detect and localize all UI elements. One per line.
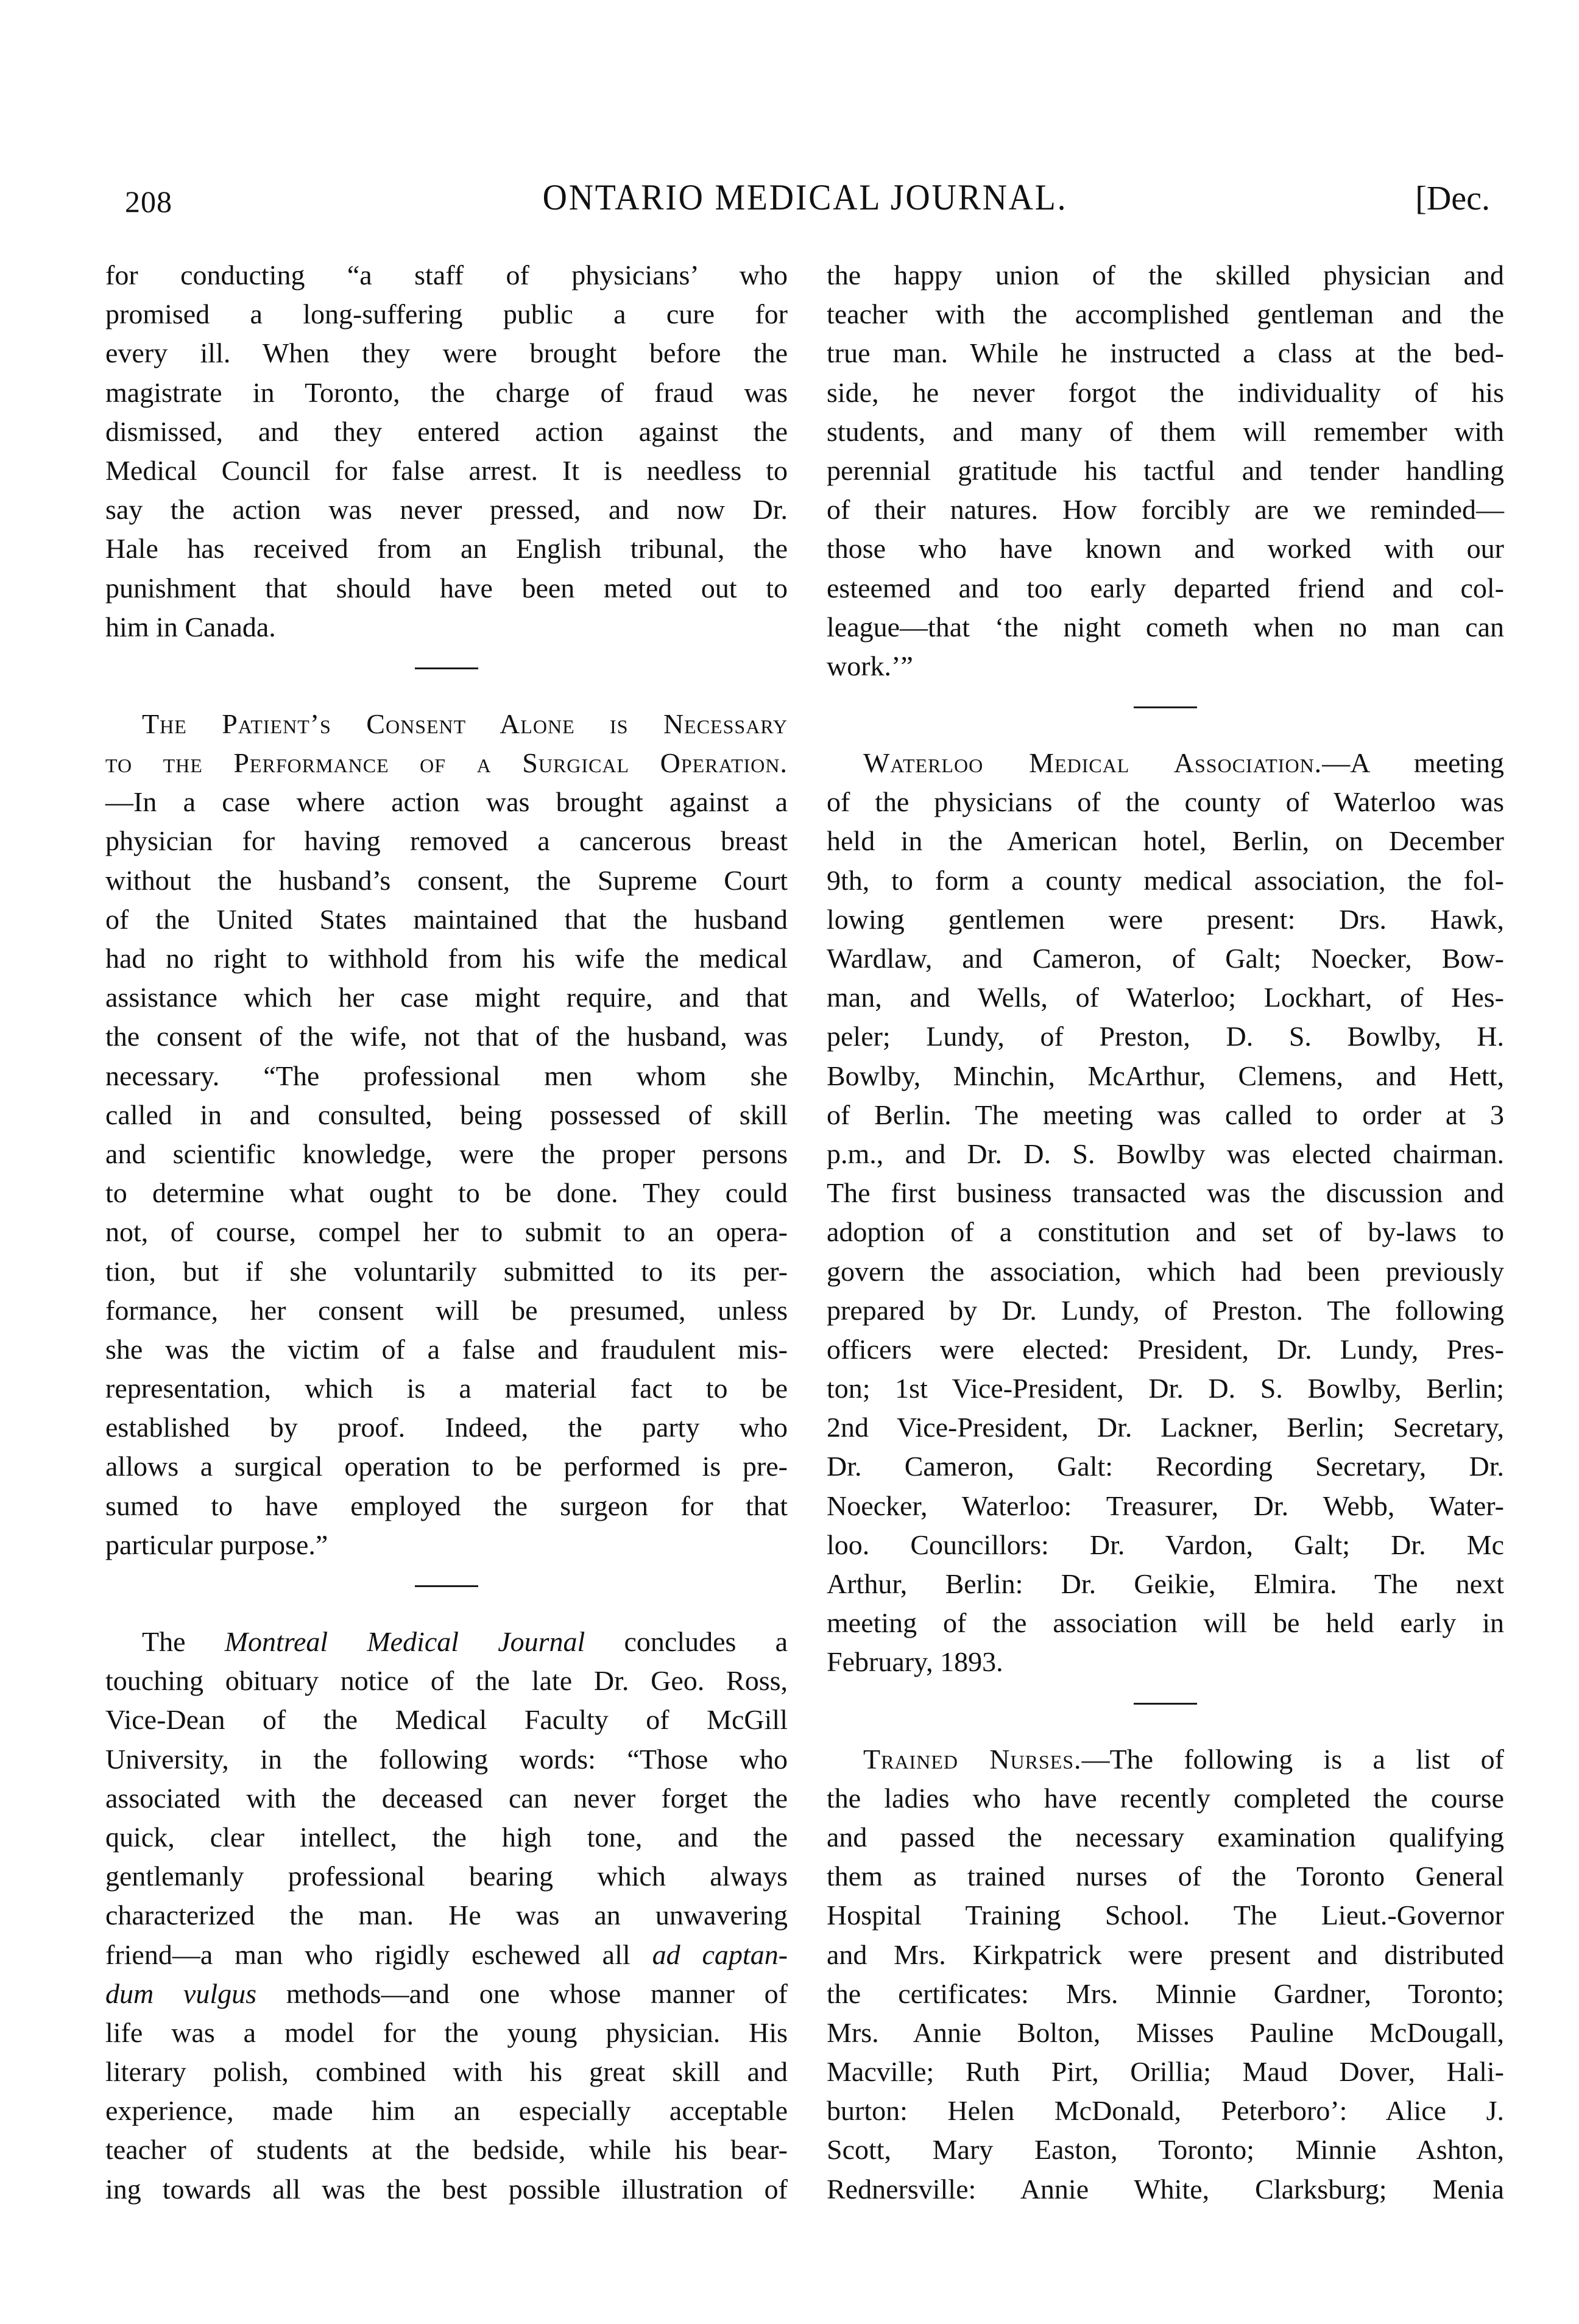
text-line: of their natures. How forcibly are we reminded— [827, 494, 1504, 526]
text-line: ton; 1st Vice-President, Dr. D. S. Bowlby, Berlin; [827, 1373, 1504, 1404]
text-fragment: friend—a man who rigidly eschewed all [105, 1938, 652, 1970]
text-fragment: —The following is a list of [1081, 1743, 1504, 1775]
text-line: adoption of a constitution and set of by-laws to [827, 1216, 1504, 1248]
text-line: of the United States maintained that the husband [105, 903, 788, 935]
text-line: and Mrs. Kirkpatrick were present and distributed [827, 1938, 1504, 1970]
text-line: touching obituary notice of the late Dr. Geo. Ross, [105, 1665, 788, 1697]
text-line: representation, which is a material fact to be [105, 1373, 788, 1404]
article-ross-obituary [105, 1622, 788, 2209]
latin-phrase: ad captan- [652, 1938, 788, 1970]
text-line: p.m., and Dr. D. S. Bowlby was elected chairman. [827, 1138, 1504, 1169]
text-line: associated with the deceased can never forget the [105, 1782, 788, 1814]
text-line: February, 1893. [827, 1646, 1003, 1678]
article-patient-consent [105, 705, 788, 1565]
text-line: teacher with the accomplished gentleman and the [827, 298, 1504, 330]
text-line: gentlemanly professional bearing which always [105, 1861, 788, 1892]
text-line: established by proof. Indeed, the party who [105, 1412, 788, 1443]
text-line: Rednersville: Annie White, Clarksburg; Menia [827, 2173, 1504, 2205]
text-line: punishment that should have been meted out to [105, 572, 788, 604]
section-divider [415, 1585, 478, 1587]
article-continuation-hale [105, 256, 788, 647]
text-fragment: methods—and one whose manner of [256, 1977, 788, 2009]
text-line: the consent of the wife, not that of the husband, was [105, 1021, 788, 1052]
text-line: 9th, to form a county medical association, the fol- [827, 864, 1504, 896]
text-line: league—that ‘the night cometh when no man can [827, 611, 1504, 643]
text-line: say the action was never pressed, and now Dr. [105, 494, 788, 526]
text-line: the certificates: Mrs. Minnie Gardner, Toronto; [827, 1977, 1504, 2009]
text-line: of Berlin. The meeting was called to order at 3 [827, 1099, 1504, 1130]
text-line [105, 1974, 788, 2013]
issue-month: [Dec. [1415, 180, 1490, 217]
text-line: govern the association, which had been previously [827, 1255, 1504, 1287]
text-line: ing towards all was the best possible illustration of [105, 2173, 788, 2205]
text-line: particular purpose.” [105, 1529, 328, 1560]
text-line: Medical Council for false arrest. It is needless to [105, 454, 788, 486]
article-heading: Trained Nurses. [863, 1743, 1082, 1775]
text-line: them as trained nurses of the Toronto General [827, 1861, 1504, 1892]
article-trained-nurses [827, 1740, 1504, 2209]
text-line: magistrate in Toronto, the charge of fraud was [105, 376, 788, 408]
text-line: University, in the following words: “Those who [105, 1743, 788, 1775]
text-fragment: concludes a [585, 1626, 788, 1657]
text-line: Bowlby, Minchin, McArthur, Clemens, and Hett, [827, 1060, 1504, 1091]
text-line: and passed the necessary examination qualifying [827, 1821, 1504, 1853]
text-line: characterized the man. He was an unwavering [105, 1900, 788, 1931]
text-line: life was a model for the young physician. His [105, 2016, 788, 2048]
text-line: 2nd Vice-President, Dr. Lackner, Berlin; Secretary, [827, 1412, 1504, 1443]
text-line: without the husband’s consent, the Supreme Court [105, 864, 788, 896]
text-line [105, 1622, 788, 1661]
left-column [105, 256, 788, 2209]
text-line: true man. While he instructed a class at the bed- [827, 337, 1504, 369]
section-divider [415, 667, 478, 669]
text-line: the happy union of the skilled physician and [827, 259, 1504, 290]
text-line: The first business transacted was the discussion and [827, 1177, 1504, 1209]
text-line: Scott, Mary Easton, Toronto; Minnie Ashton, [827, 2134, 1504, 2166]
text-line: —In a case where action was brought against a [105, 786, 788, 818]
article-waterloo-association [827, 744, 1504, 1682]
running-header [105, 177, 1505, 225]
text-line: the ladies who have recently completed the course [827, 1782, 1504, 1814]
text-line: necessary. “The professional men whom she [105, 1060, 788, 1091]
text-line: Arthur, Berlin: Dr. Geikie, Elmira. The next [827, 1568, 1504, 1599]
text-line [827, 744, 1504, 783]
text-line: him in Canada. [105, 611, 276, 643]
text-line: Vice-Dean of the Medical Faculty of McGill [105, 1704, 788, 1736]
text-line: and scientific knowledge, were the proper persons [105, 1138, 788, 1169]
text-line: lowing gentlemen were present: Drs. Hawk, [827, 903, 1504, 935]
text-line: loo. Councillors: Dr. Vardon, Galt; Dr. Mc [827, 1529, 1504, 1560]
text-line: side, he never forgot the individuality of his [827, 376, 1504, 408]
text-line: for conducting “a staff of physicians’ who [105, 259, 788, 290]
text-line: burton: Helen McDonald, Peterboro’: Alice J. [827, 2095, 1504, 2127]
text-line: had no right to withhold from his wife the medical [105, 943, 788, 974]
text-line: literary polish, combined with his great skill and [105, 2056, 788, 2088]
section-divider [1134, 706, 1197, 708]
text-line: of the physicians of the county of Waterloo was [827, 786, 1504, 818]
text-fragment: —A meeting [1322, 747, 1505, 779]
text-line: tion, but if she voluntarily submitted to its per- [105, 1255, 788, 1287]
text-line: every ill. When they were brought before the [105, 337, 788, 369]
journal-title: ONTARIO MEDICAL JOURNAL. [542, 177, 1068, 217]
text-line: Wardlaw, and Cameron, of Galt; Noecker, Bow- [827, 943, 1504, 974]
text-line [105, 1935, 788, 1974]
text-line: she was the victim of a false and fraudulent mis- [105, 1333, 788, 1365]
text-line: man, and Wells, of Waterloo; Lockhart, of Hes- [827, 982, 1504, 1013]
text-line: officers were elected: President, Dr. Lundy, Pres- [827, 1333, 1504, 1365]
article-heading: to the Performance of a Surgical Operation. [105, 747, 788, 779]
article-ross-continuation [827, 256, 1504, 686]
text-line: meeting of the association will be held early in [827, 1607, 1504, 1639]
text-line: work.’” [827, 650, 913, 681]
text-line [827, 1740, 1504, 1779]
text-line: prepared by Dr. Lundy, of Preston. The following [827, 1294, 1504, 1326]
text-fragment: The [142, 1626, 225, 1657]
text-line: esteemed and too early departed friend and col- [827, 572, 1504, 604]
journal-name: Montreal Medical Journal [224, 1626, 585, 1657]
text-line: Hospital Training School. The Lieut.-Governor [827, 1900, 1504, 1931]
text-line: to determine what ought to be done. They could [105, 1177, 788, 1209]
text-line: those who have known and worked with our [827, 533, 1504, 565]
text-line: Hale has received from an English tribunal, the [105, 533, 788, 565]
text-line: students, and many of them will remember with [827, 415, 1504, 447]
text-line: sumed to have employed the surgeon for that [105, 1490, 788, 1521]
section-divider [1134, 1703, 1197, 1705]
text-line: quick, clear intellect, the high tone, and the [105, 1821, 788, 1853]
text-line: allows a surgical operation to be performed is pre- [105, 1451, 788, 1482]
text-line: peler; Lundy, of Preston, D. S. Bowlby, H. [827, 1021, 1504, 1052]
text-line: perennial gratitude his tactful and tender handling [827, 454, 1504, 486]
text-line: not, of course, compel her to submit to an opera- [105, 1216, 788, 1248]
text-line: promised a long-suffering public a cure for [105, 298, 788, 330]
text-line: teacher of students at the bedside, while his bear- [105, 2134, 788, 2166]
latin-phrase: dum vulgus [105, 1977, 257, 2009]
article-heading: The Patient’s Consent Alone is Necessary [142, 708, 788, 739]
text-line: formance, her consent will be presumed, unless [105, 1294, 788, 1326]
text-line: Macville; Ruth Pirt, Orillia; Maud Dover, Hali- [827, 2056, 1504, 2088]
text-line: called in and consulted, being possessed of skill [105, 1099, 788, 1130]
text-line: Noecker, Waterloo: Treasurer, Dr. Webb, Water- [827, 1490, 1504, 1521]
text-line: experience, made him an especially acceptable [105, 2095, 788, 2127]
article-heading: Waterloo Medical Association. [863, 747, 1323, 779]
text-line: physician for having removed a cancerous breast [105, 825, 788, 857]
text-line: Dr. Cameron, Galt: Recording Secretary, Dr. [827, 1451, 1504, 1482]
text-line: assistance which her case might require, and that [105, 982, 788, 1013]
right-column [827, 256, 1504, 2209]
text-line: dismissed, and they entered action against the [105, 415, 788, 447]
page-number: 208 [125, 185, 172, 219]
text-line: held in the American hotel, Berlin, on December [827, 825, 1504, 857]
text-line: Mrs. Annie Bolton, Misses Pauline McDougall, [827, 2016, 1504, 2048]
